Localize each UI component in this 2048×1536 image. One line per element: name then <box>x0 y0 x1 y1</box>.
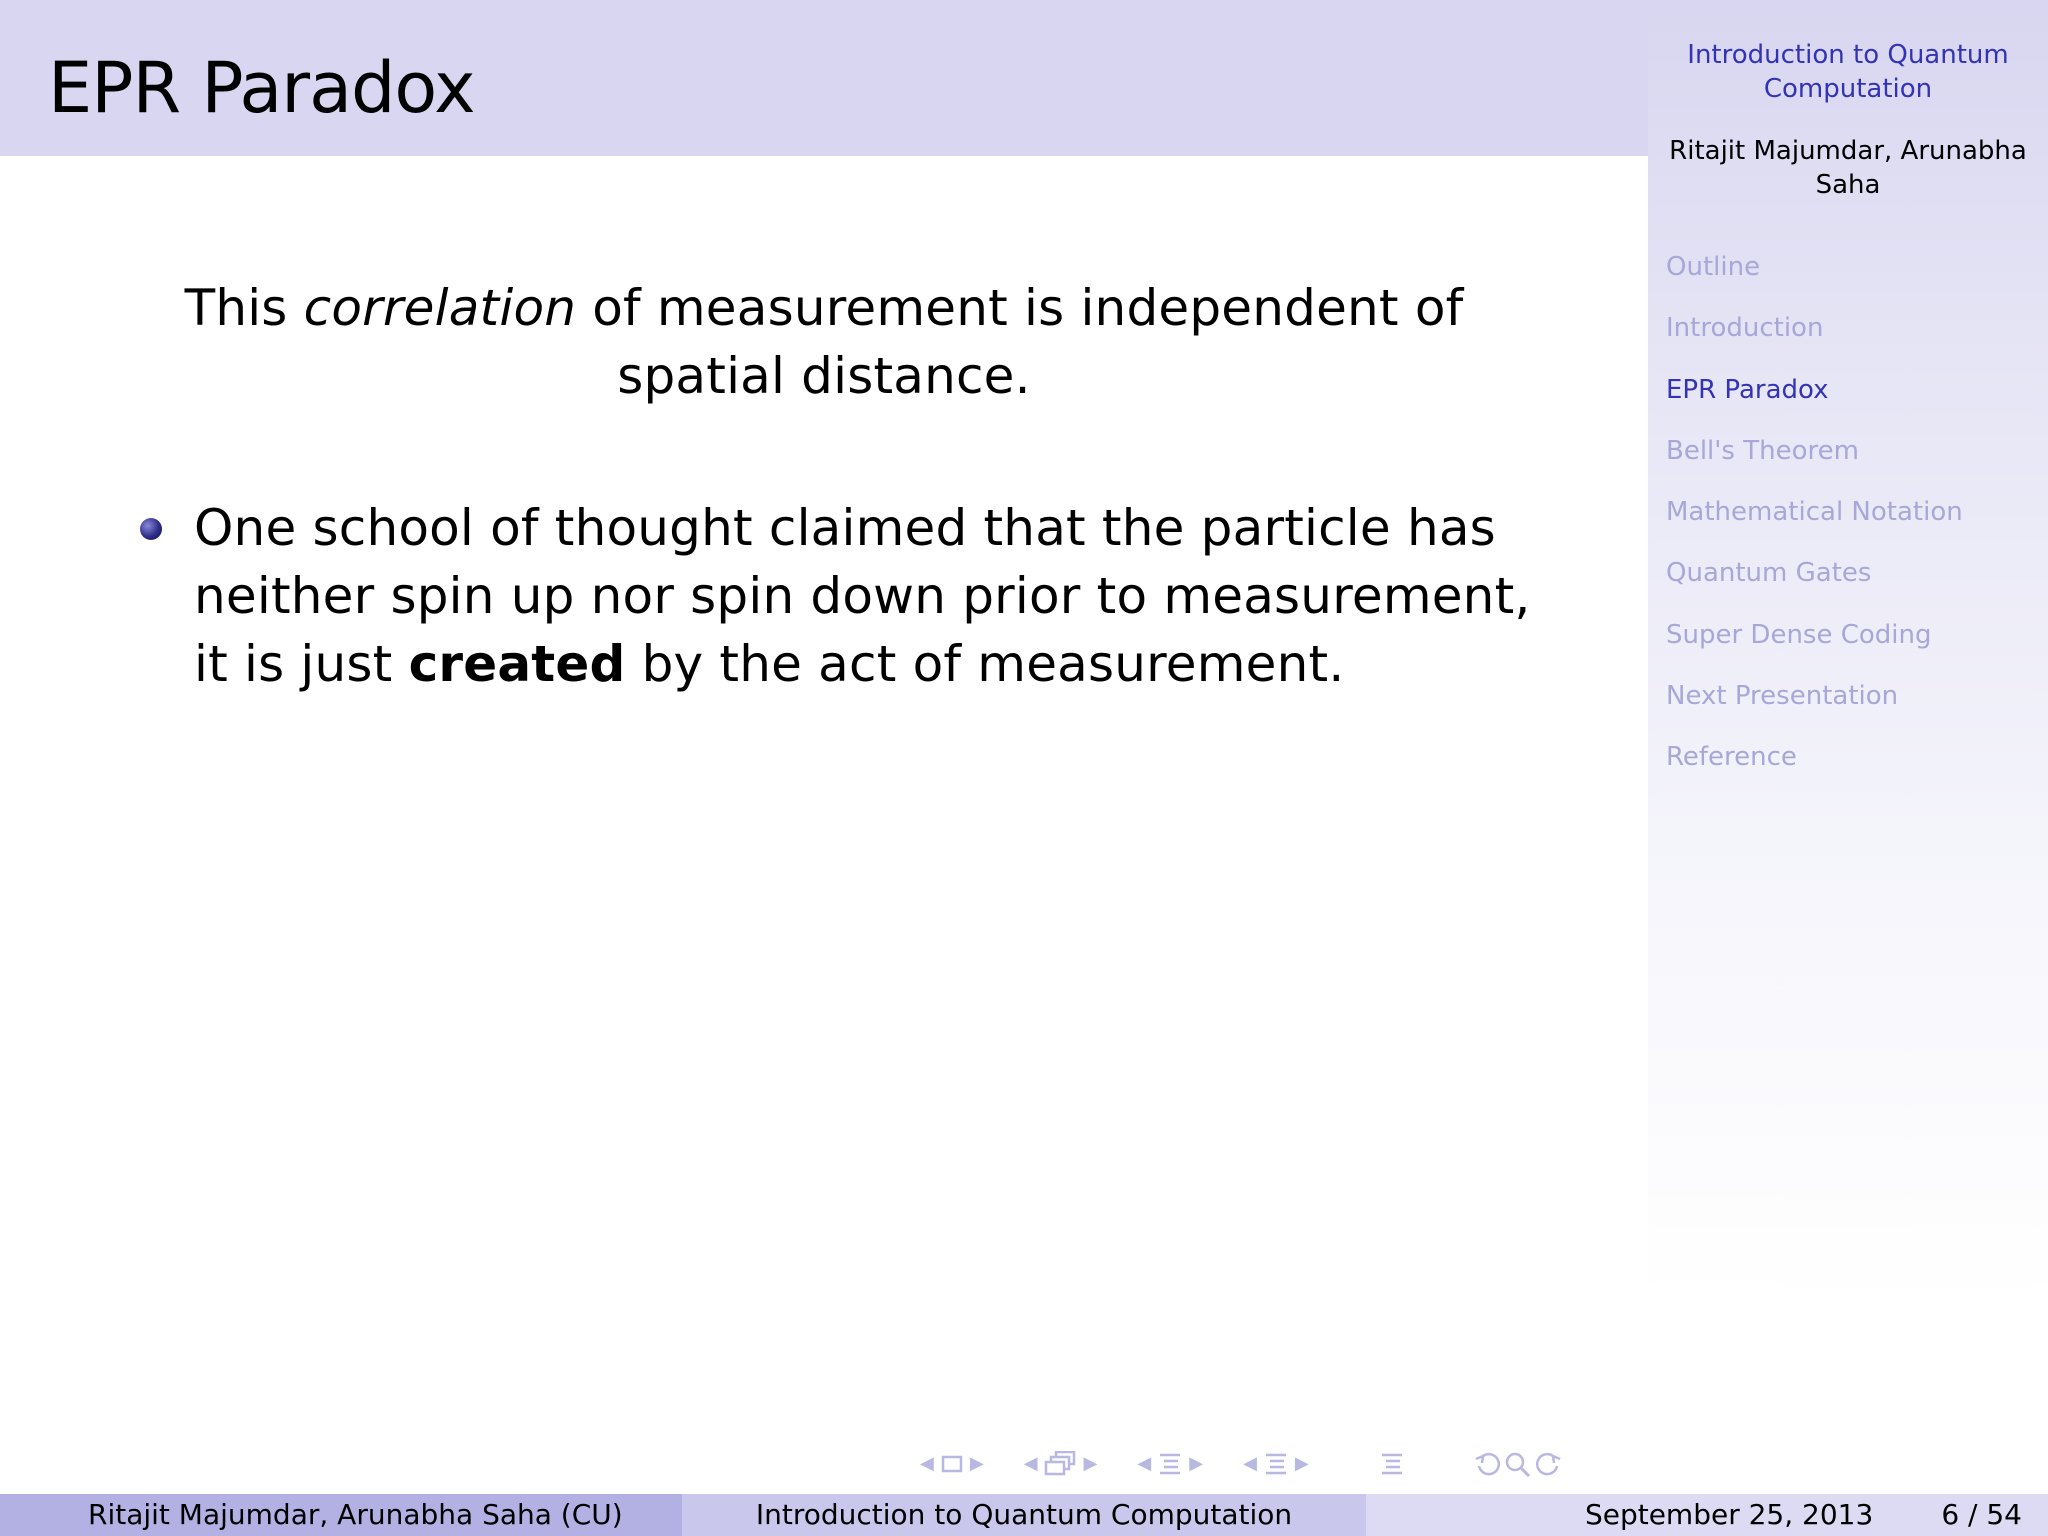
subsection-prev-icon[interactable]: ◀ <box>1023 1453 1038 1474</box>
appendix-nav <box>1379 1451 1405 1477</box>
section-nav <box>1131 1451 1209 1477</box>
frame-nav <box>914 1454 990 1474</box>
subsection-nav-icon[interactable] <box>1044 1451 1078 1477</box>
statement-text-after: of measurement is independent of spatial distance. <box>576 279 1464 405</box>
sidebar-item-outline[interactable]: Outline <box>1666 252 1761 282</box>
presentation-nav-icon[interactable] <box>1263 1451 1289 1477</box>
history-nav <box>1473 1450 1563 1478</box>
sidebar-item-epr-paradox[interactable]: EPR Paradox <box>1666 374 1829 405</box>
frame-nav-icon[interactable] <box>940 1454 964 1474</box>
statement-text-before: This <box>184 279 304 337</box>
frame-prev-icon[interactable]: ◀ <box>920 1453 934 1474</box>
sidebar-item-reference[interactable]: Reference <box>1666 742 1797 773</box>
footer-date: September 25, 2013 <box>1584 1498 1874 1531</box>
sidebar-item-bells-theorem[interactable]: Bell's Theorem <box>1666 435 1859 466</box>
forward-icon[interactable] <box>1533 1450 1563 1478</box>
appendix-nav-icon[interactable] <box>1379 1451 1405 1477</box>
sidebar-item-quantum-gates[interactable]: Quantum Gates <box>1666 558 1872 589</box>
presentation-nav <box>1237 1451 1315 1477</box>
sidebar <box>1648 0 2048 1494</box>
statement-emphasis: correlation <box>303 279 577 337</box>
footer-authors: Ritajit Majumdar, Arunabha Saha (CU) <box>0 1494 682 1536</box>
section-next-icon[interactable]: ▶ <box>1189 1453 1204 1474</box>
subsection-nav <box>1018 1451 1104 1477</box>
footer-title: Introduction to Quantum Computation <box>682 1494 1366 1536</box>
list-item <box>136 494 1576 698</box>
correlation-statement <box>100 274 1548 410</box>
footer <box>0 1494 2048 1536</box>
sidebar-item-introduction[interactable]: Introduction <box>1666 313 1824 344</box>
presentation-prev-icon[interactable]: ◀ <box>1243 1453 1257 1474</box>
footer-page-number: 6 / 54 <box>1941 1498 2022 1531</box>
section-prev-icon[interactable]: ◀ <box>1137 1453 1152 1474</box>
bullet-ball-icon <box>140 518 162 540</box>
bullet-text-before: One school of thought claimed that the particle has neither spin up nor spin down prior to measurement, it is just <box>194 499 1531 693</box>
presentation-next-icon[interactable]: ▶ <box>1294 1453 1309 1474</box>
section-nav-icon[interactable] <box>1157 1451 1183 1477</box>
subsection-next-icon[interactable]: ▶ <box>1083 1453 1098 1474</box>
frame-next-icon[interactable]: ▶ <box>969 1453 984 1474</box>
sidebar-item-mathematical-notation[interactable]: Mathematical Notation <box>1666 497 1963 528</box>
bullet-bold-text: created <box>408 635 626 693</box>
frame-title-bar <box>0 0 1648 156</box>
bullet-text-after: by the act of measurement. <box>625 635 1345 693</box>
back-icon[interactable] <box>1473 1450 1503 1478</box>
search-icon[interactable] <box>1503 1450 1533 1478</box>
navigation-symbols <box>914 1447 1591 1481</box>
frame-title: EPR Paradox <box>48 47 475 129</box>
sidebar-item-next-presentation[interactable]: Next Presentation <box>1666 681 1899 712</box>
footer-date-page <box>1366 1494 2048 1536</box>
sidebar-authors: Ritajit Majumdar, Arunabha Saha <box>1669 136 2027 200</box>
sidebar-section-list <box>1666 250 1963 802</box>
sidebar-item-super-dense-coding[interactable]: Super Dense Coding <box>1666 619 1932 650</box>
bullet-list <box>136 494 1576 698</box>
sidebar-presentation-title[interactable]: Introduction to Quantum Computation <box>1687 40 2009 104</box>
